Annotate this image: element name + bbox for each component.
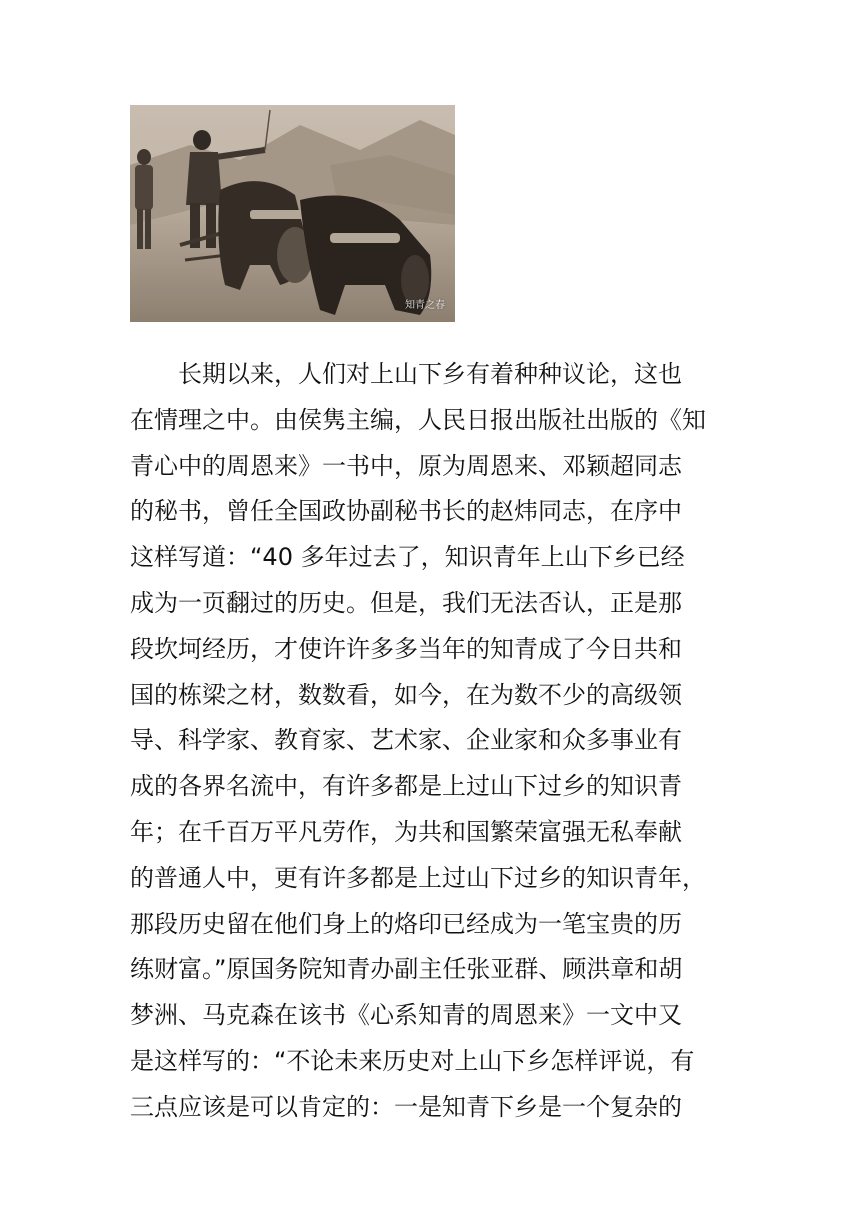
article-line: 导、科学家、教育家、艺术家、企业家和众多事业有 — [130, 726, 682, 755]
article-photo — [130, 105, 455, 322]
plowing-scene-image — [130, 105, 455, 322]
article-line: 这样写道：“40 多年过去了，知识青年上山下乡已经 — [130, 543, 685, 572]
article-line: 在情理之中。由侯隽主编，人民日报出版社出版的《知 — [130, 405, 706, 434]
article-line: 的秘书，曾任全国政协副秘书长的赵炜同志，在序中 — [130, 497, 682, 526]
article-line: 成为一页翻过的历史。但是，我们无法否认，正是那 — [130, 588, 682, 617]
article-line: 那段历史留在他们身上的烙印已经成为一笔宝贵的历 — [130, 909, 682, 938]
article-line: 年；在千百万平凡劳作，为共和国繁荣富强无私奉献 — [130, 817, 682, 846]
article-line: 国的栋梁之材，数数看，如今，在为数不少的高级领 — [130, 680, 682, 709]
article-line: 的普通人中，更有许多都是上过山下过乡的知识青年， — [130, 863, 706, 892]
article-body — [130, 352, 730, 1131]
article-line: 是这样写的：“不论未来历史对上山下乡怎样评说，有 — [130, 1046, 695, 1075]
photo-watermark: 知青之春 — [405, 300, 445, 311]
article-line: 梦洲、马克森在该书《心系知青的周恩来》一文中又 — [130, 1001, 682, 1030]
article-line: 段坎坷经历，才使许许多多当年的知青成了今日共和 — [130, 634, 682, 663]
article-line: 三点应该是可以肯定的：一是知青下乡是一个复杂的 — [130, 1092, 682, 1121]
article-line: 青心中的周恩来》一书中，原为周恩来、邓颖超同志 — [130, 451, 682, 480]
article-line: 长期以来，人们对上山下乡有着种种议论，这也 — [178, 360, 682, 388]
article-line: 成的各界名流中，有许多都是上过山下过乡的知识青 — [130, 772, 682, 801]
article-line: 练财富。”原国务院知青办副主任张亚群、顾洪章和胡 — [130, 955, 683, 984]
